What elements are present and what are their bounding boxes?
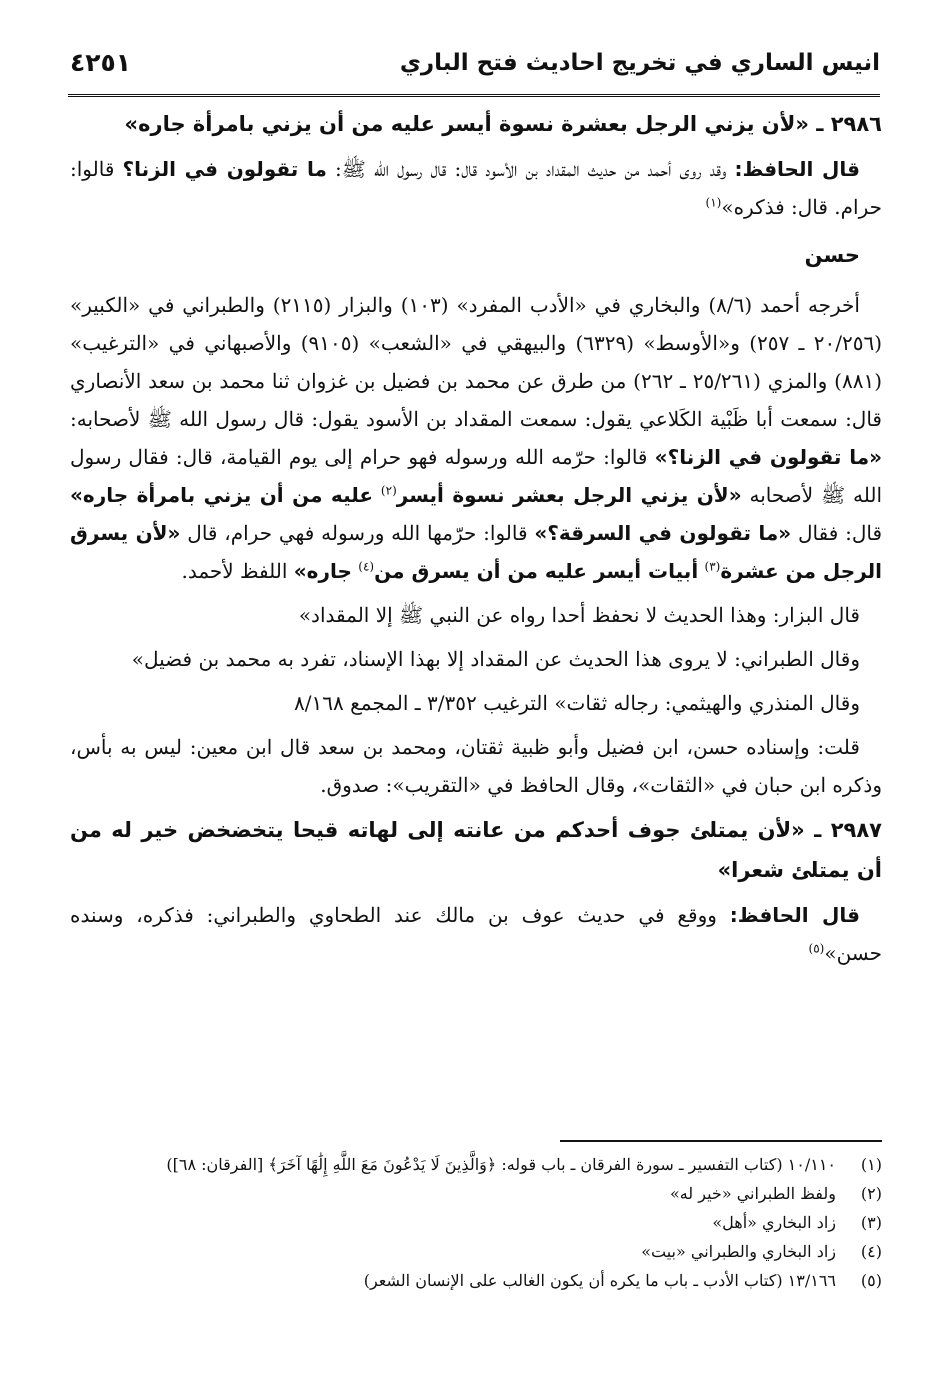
hafiz-label: قال الحافظ: (729, 903, 860, 927)
tabarani-quote: وقال الطبراني: لا يروى هذا الحديث عن المقداد إلا بهذا الإسناد، تفرد به محمد بن فضيل» (131, 647, 860, 671)
main-text (70, 104, 882, 978)
footnote-number: (٣) (860, 1213, 882, 1232)
takhrij-text-2: قالوا: حرّمه الله ورسوله فهو حرام إلى يوم القيامة، قال: فقال رسول الله ﷺ لأصحابه (70, 445, 883, 507)
grade-label: حسن (804, 243, 860, 267)
author-comment: قلت: وإسناده حسن، ابن فضيل وأبو ظبية ثقتان، ومحمد بن سعد قال ابن معين: ليس به بأس، وذكره ابن حبان في «الثقات»، وقال الحافظ في «التقريب»: صدوق. (70, 735, 882, 797)
hadith-2986-heading: ٢٩٨٦ ـ «لأن يزني الرجل بعشرة نسوة أيسر عليه من أن يزني بامرأة جاره» (124, 112, 882, 136)
mundhiri-quote: وقال المنذري والهيثمي: رجاله ثقات» الترغيب ٣/٣٥٢ ـ المجمع ٨/١٦٨ (294, 691, 860, 715)
footnote-text: ١٠/١١٠ (كتاب التفسير ـ سورة الفرقان ـ باب قوله: ﴿وَالَّذِينَ لَا يَدْعُونَ مَعَ اللَّهِ إِلَٰهًا آخَرَ﴾ [الفرقان: ٦٨]) (166, 1155, 836, 1174)
footnote-text: ولفظ الطبراني «خير له» (669, 1184, 836, 1203)
footnote-number: (٤) (860, 1242, 882, 1261)
footnote-ref-5: (٥) (808, 941, 825, 956)
footnote-ref-4: (٤) (358, 559, 375, 574)
footnote-item (70, 1237, 882, 1266)
takhrij-bold-4b: أبيات أيسر عليه من أن يسرق من (374, 559, 699, 583)
footnote-item (70, 1179, 882, 1208)
footnote-number: (٥) (860, 1271, 882, 1290)
running-title: انيس الساري في تخريج احاديث فتح الباري (399, 50, 880, 76)
footnote-ref-1: (١) (705, 195, 722, 210)
footnote-item (70, 1208, 882, 1237)
takhrij-text-4: قالوا: حرّمها الله ورسوله فهي حرام، قال (187, 521, 528, 545)
footnote-text: زاد البخاري «أهل» (712, 1213, 836, 1232)
hadith-2987-heading: ٢٩٨٧ ـ «لأن يمتلئ جوف أحدكم من عانته إلى لهاته قيحا يتخضخض خير له من أن يمتلئ شعرا» (70, 818, 882, 882)
footnote-item (70, 1150, 882, 1179)
hafiz-quote-2987 (70, 896, 882, 972)
footnote-text: زاد البخاري والطبراني «بيت» (641, 1242, 836, 1261)
takhrij-bold-1: «ما تقولون في الزنا؟» (654, 445, 883, 469)
bazzar-quote: قال البزار: وهذا الحديث لا نحفظ أحدا رواه عن النبي ﷺ إلا المقداد» (298, 603, 860, 627)
takhrij-bold-2a: «لأن يزني الرجل بعشر نسوة أيسر (396, 483, 742, 507)
takhrij-text-1: أخرجه أحمد (٨/٦) والبخاري في «الأدب المفرد» (١٠٣) والبزار (٢١١٥) والطبراني في «الكبير» (٢٠/٢٥٦ ـ ٢٥٧) و«الأوسط» (٦٣٢٩) والبيهقي في «الشعب» (٩١٠٥) والأصبهاني في «الترغيب» (٨٨١) والمزي (٢٥/٢٦١ ـ ٢٦٢) من طرق عن محمد بن فضيل بن غزوان ثنا محمد بن سعد الأنصاري قال: سمعت أبا ظَبْية الكَلاعي يقول: سمعت المقداد بن الأسود يقول: قال رسول الله ﷺ لأصحابه: (70, 293, 883, 431)
footnote-text: ١٣/١٦٦ (كتاب الأدب ـ باب ما يكره أن يكون الغالب على الإنسان الشعر) (363, 1271, 836, 1290)
takhrij-bold-4a: «لأن يسرق الرجل من عشرة (70, 521, 882, 583)
takhrij-bold-3: «ما تقولون في السرقة؟» (534, 521, 792, 545)
footnote-item (70, 1266, 882, 1295)
takhrij-text-3: قال: فقال (798, 521, 883, 545)
footnotes (70, 1150, 882, 1295)
takhrij-bold-4c: جاره» (293, 559, 352, 583)
hafiz-text-2: قالوا: حرام. قال: فذكره» (70, 157, 882, 219)
page-header (68, 44, 880, 97)
hafiz-quote-2986 (70, 150, 882, 226)
takhrij-bold-2b: عليه من أن يزني بامرأة جاره» (70, 483, 374, 507)
footnote-ref-3: (٣) (704, 559, 721, 574)
footnote-number: (١) (860, 1155, 882, 1174)
hafiz-text: ووقع في حديث عوف بن مالك عند الطحاوي والطبراني: فذكره، وسنده حسن» (70, 903, 882, 965)
hafiz-text: وقد روى أحمد من حديث المقداد بن الأسود قال: قال رسول الله ﷺ: (335, 157, 727, 181)
footnote-separator (560, 1140, 882, 1142)
hafiz-bold: ما تقولون في الزنا؟ (122, 157, 327, 181)
hafiz-label: قال الحافظ: (734, 157, 861, 181)
page-number: ٤٢٥١ (70, 48, 132, 77)
footnote-ref-2: (٢) (380, 483, 397, 498)
takhrij-text-5: اللفظ لأحمد. (181, 559, 288, 583)
footnote-number: (٢) (860, 1184, 882, 1203)
takhrij-paragraph (70, 286, 882, 590)
